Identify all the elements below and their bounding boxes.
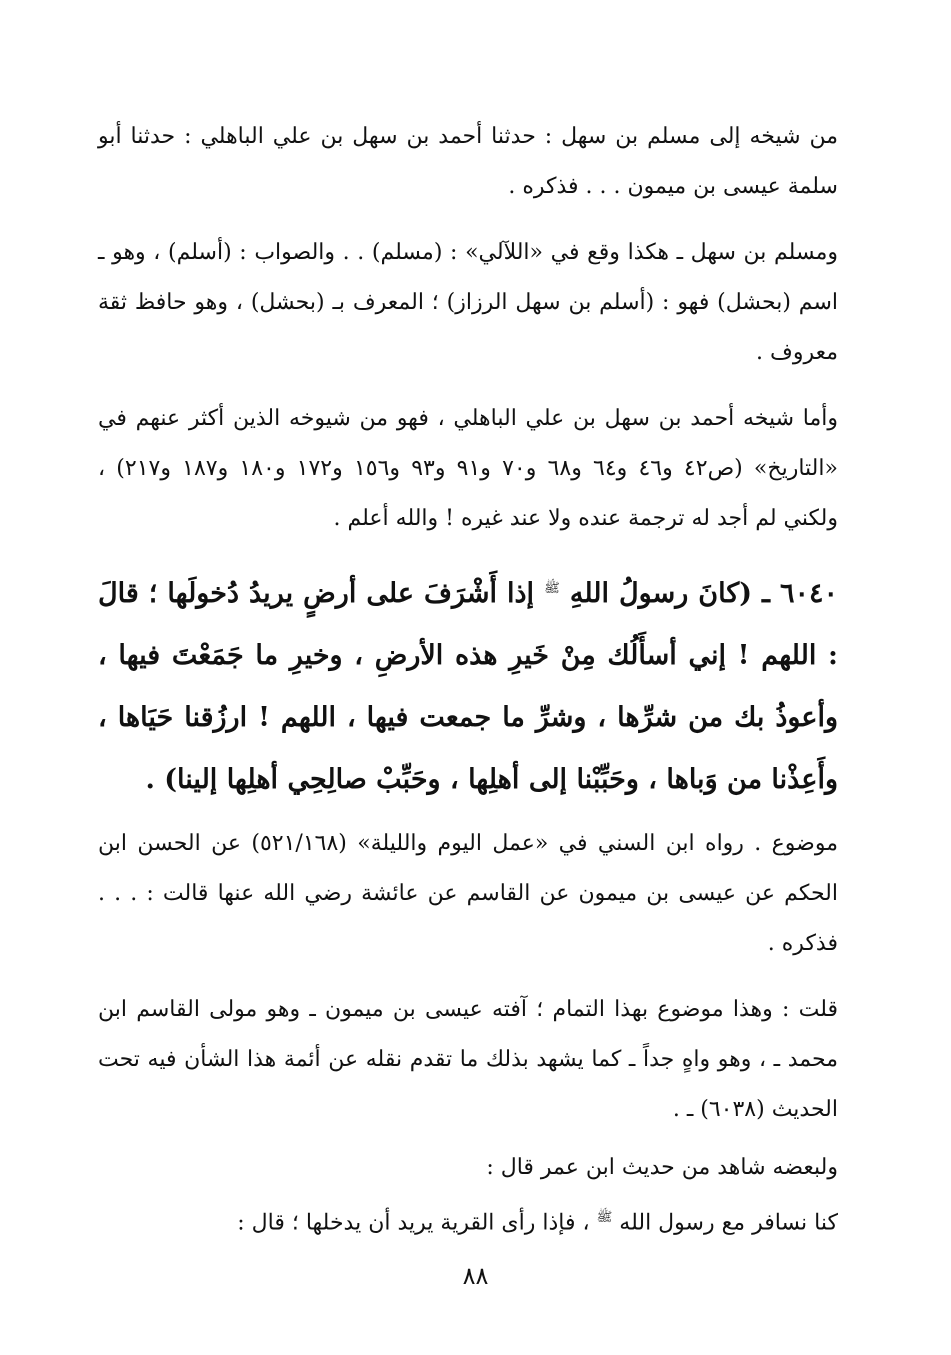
paragraph-author-comment: قلت : وهذا موضوع بهذا التمام ؛ آفته عيسى بن ميمون ـ وهو مولى القاسم ابن محمد ـ ، وهو واهٍ جداً ـ كما يشهد بذلك ما تقدم نقله عن أئمة هذا الشأن فيه تحت الحديث (٦٠٣٨) ـ . [98, 997, 838, 1122]
witness-text-part2: ، فإذا رأى القرية يريد أن يدخلها ؛ قال : [237, 1210, 590, 1236]
paragraph-grading: موضوع . رواه ابن السني في «عمل اليوم والليلة» (٥٢١/١٦٨) عن الحسن ابن الحكم عن عيسى بن ميمون عن القاسم عن عائشة رضي الله عنها قالت : . . . فذكره . [98, 831, 838, 956]
page-number: ٨٨ [462, 1262, 489, 1290]
paragraph-supporting-witness: ولبعضه شاهد من حديث ابن عمر قال : [486, 1155, 838, 1180]
hadith-text-part2: إذا أَشْرَفَ على أرضٍ يريدُ دُخولَها ؛ قالَ : اللهم ! إني أسأَلُك مِنْ خَيرِ هذه الأرضِ ، وخيرِ ما جَمَعْتَ فيها ، وأعوذُ بك من شرِّها ، وشرِّ ما جمعت فيها ، اللهم ! ارزُقنا حَيَاها ، وأَعِذْنا من وَباها ، وحَبِّبْنا إلى أهلِها ، وحَبِّبْ صالِحِي أهلِها إلينا) . [98, 578, 838, 795]
pbuh-honorific-icon-2: ﷺ [596, 1210, 613, 1225]
paragraph-narrator-note: وأما شيخه أحمد بن سهل بن علي الباهلي ، فهو من شيوخه الذين أكثر عنهم في «التاريخ» (ص٤٢ و٤٦ و٦٤ و٦٨ و٧٠ و٩١ و٩٣ و١٥٦ و١٧٢ و١٨٠ و١٨٧ و٢١٧) ، ولكني لم أجد له ترجمة عنده ولا عند غيره ! والله أعلم . [98, 406, 838, 531]
pbuh-honorific-icon: ﷺ [544, 581, 560, 596]
paragraph-chain-of-narration: من شيخه إلى مسلم بن سهل : حدثنا أحمد بن سهل بن علي الباهلي : حدثنا أبو سلمة عيسى بن ميمون . . . فذكره . [98, 124, 838, 199]
hadith-text-part1: ٦٠٤٠ ـ (كانَ رسولُ اللهِ [569, 578, 838, 609]
paragraph-witness-text [98, 1193, 838, 1248]
page-body [98, 112, 838, 1248]
hadith-text [98, 558, 838, 811]
witness-text-part1: كنا نسافر مع رسول الله [619, 1210, 838, 1236]
paragraph-correction-note: ومسلم بن سهل ـ هكذا وقع في «اللآلي» : (مسلم) . . والصواب : (أسلم) ، وهو ـ اسم (بحشل) فهو : (أسلم بن سهل الرزاز) ؛ المعرف بـ (بحشل) ، وهو حافظ ثقة معروف . [98, 240, 838, 365]
